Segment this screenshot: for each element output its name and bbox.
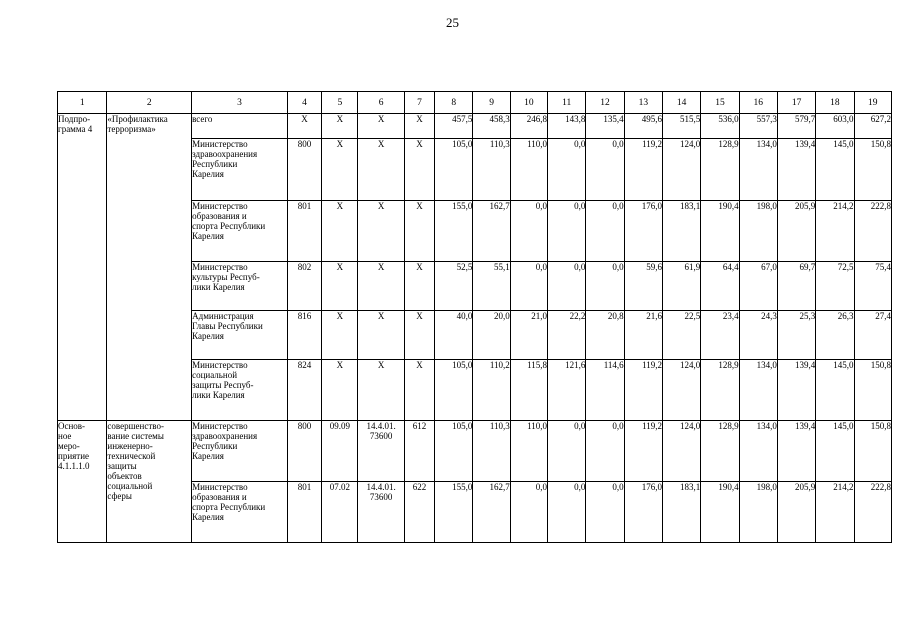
amount-cell: 69,7 [777, 262, 815, 311]
amount-cell: 183,1 [662, 201, 700, 262]
amount-cell: 128,9 [701, 421, 739, 482]
executor-cell: Министерство здравоохранения Республики Карелия [192, 421, 288, 482]
expense-type-cell: X [404, 360, 434, 421]
column-number-header: 1 [58, 92, 107, 114]
amount-cell: 22,2 [548, 311, 586, 360]
target-article-cell: X [358, 114, 404, 139]
amount-cell: 515,5 [662, 114, 700, 139]
amount-cell: 0,0 [548, 201, 586, 262]
section-code-cell: X [322, 201, 358, 262]
section-code-cell: X [322, 114, 358, 139]
amount-cell: 627,2 [854, 114, 891, 139]
column-number-header: 12 [586, 92, 624, 114]
amount-cell: 155,0 [435, 482, 473, 543]
target-article-cell: X [358, 360, 404, 421]
amount-cell: 134,0 [739, 360, 777, 421]
expense-type-cell: X [404, 139, 434, 201]
page-number: 25 [446, 15, 459, 30]
amount-cell: 139,4 [777, 139, 815, 201]
column-number-header: 18 [816, 92, 854, 114]
executor-cell: Министерство социальной защиты Респуб- лики Карелия [192, 360, 288, 421]
column-number-header: 17 [777, 92, 815, 114]
amount-cell: 0,0 [548, 139, 586, 201]
amount-cell: 67,0 [739, 262, 777, 311]
amount-cell: 557,3 [739, 114, 777, 139]
amount-cell: 20,8 [586, 311, 624, 360]
amount-cell: 176,0 [624, 482, 662, 543]
program-title-cell: «Профилактика терроризма» [107, 114, 192, 421]
expense-type-cell: X [404, 114, 434, 139]
amount-cell: 26,3 [816, 311, 854, 360]
column-number-header: 9 [473, 92, 510, 114]
grbs-code-cell: 800 [287, 421, 321, 482]
amount-cell: 205,9 [777, 482, 815, 543]
amount-cell: 198,0 [739, 482, 777, 543]
amount-cell: 0,0 [586, 421, 624, 482]
amount-cell: 183,1 [662, 482, 700, 543]
amount-cell: 105,0 [435, 360, 473, 421]
amount-cell: 457,5 [435, 114, 473, 139]
amount-cell: 24,3 [739, 311, 777, 360]
amount-cell: 124,0 [662, 360, 700, 421]
amount-cell: 22,5 [662, 311, 700, 360]
column-number-header: 14 [662, 92, 700, 114]
amount-cell: 190,4 [701, 201, 739, 262]
amount-cell: 110,0 [510, 421, 547, 482]
amount-cell: 143,8 [548, 114, 586, 139]
amount-cell: 579,7 [777, 114, 815, 139]
amount-cell: 0,0 [510, 262, 547, 311]
column-number-header: 4 [287, 92, 321, 114]
amount-cell: 72,5 [816, 262, 854, 311]
amount-cell: 20,0 [473, 311, 510, 360]
amount-cell: 0,0 [548, 421, 586, 482]
amount-cell: 0,0 [510, 482, 547, 543]
amount-cell: 0,0 [586, 139, 624, 201]
program-name-cell: Подпро- грамма 4 [58, 114, 107, 421]
amount-cell: 21,6 [624, 311, 662, 360]
executor-cell: Администрация Главы Республики Карелия [192, 311, 288, 360]
column-number-header: 10 [510, 92, 547, 114]
expense-type-cell: X [404, 262, 434, 311]
amount-cell: 495,6 [624, 114, 662, 139]
column-number-header: 8 [435, 92, 473, 114]
column-number-header: 19 [854, 92, 891, 114]
amount-cell: 52,5 [435, 262, 473, 311]
amount-cell: 0,0 [586, 262, 624, 311]
amount-cell: 205,9 [777, 201, 815, 262]
amount-cell: 110,0 [510, 139, 547, 201]
amount-cell: 603,0 [816, 114, 854, 139]
section-code-cell: X [322, 360, 358, 421]
expense-type-cell: 612 [404, 421, 434, 482]
amount-cell: 145,0 [816, 139, 854, 201]
amount-cell: 162,7 [473, 201, 510, 262]
target-article-cell: X [358, 201, 404, 262]
grbs-code-cell: 802 [287, 262, 321, 311]
amount-cell: 110,3 [473, 421, 510, 482]
amount-cell: 55,1 [473, 262, 510, 311]
amount-cell: 0,0 [548, 262, 586, 311]
amount-cell: 25,3 [777, 311, 815, 360]
column-number-header: 11 [548, 92, 586, 114]
amount-cell: 105,0 [435, 421, 473, 482]
table-row [58, 114, 892, 139]
amount-cell: 150,8 [854, 360, 891, 421]
amount-cell: 246,8 [510, 114, 547, 139]
amount-cell: 75,4 [854, 262, 891, 311]
budget-table [57, 91, 892, 543]
amount-cell: 40,0 [435, 311, 473, 360]
amount-cell: 222,8 [854, 201, 891, 262]
amount-cell: 128,9 [701, 360, 739, 421]
amount-cell: 536,0 [701, 114, 739, 139]
amount-cell: 155,0 [435, 201, 473, 262]
amount-cell: 105,0 [435, 139, 473, 201]
amount-cell: 145,0 [816, 360, 854, 421]
grbs-code-cell: 800 [287, 139, 321, 201]
amount-cell: 119,2 [624, 139, 662, 201]
column-number-row [58, 92, 892, 114]
amount-cell: 110,3 [473, 139, 510, 201]
column-number-header: 16 [739, 92, 777, 114]
expense-type-cell: 622 [404, 482, 434, 543]
grbs-code-cell: 816 [287, 311, 321, 360]
amount-cell: 214,2 [816, 482, 854, 543]
amount-cell: 162,7 [473, 482, 510, 543]
executor-cell: всего [192, 114, 288, 139]
amount-cell: 114,6 [586, 360, 624, 421]
amount-cell: 61,9 [662, 262, 700, 311]
program-name-cell: Основ- ное меро- приятие 4.1.1.1.0 [58, 421, 107, 543]
section-code-cell: 09.09 [322, 421, 358, 482]
column-number-header: 3 [192, 92, 288, 114]
section-code-cell: X [322, 311, 358, 360]
amount-cell: 139,4 [777, 360, 815, 421]
column-number-header: 15 [701, 92, 739, 114]
amount-cell: 214,2 [816, 201, 854, 262]
amount-cell: 222,8 [854, 482, 891, 543]
column-number-header: 2 [107, 92, 192, 114]
amount-cell: 121,6 [548, 360, 586, 421]
amount-cell: 0,0 [548, 482, 586, 543]
amount-cell: 190,4 [701, 482, 739, 543]
grbs-code-cell: 824 [287, 360, 321, 421]
amount-cell: 110,2 [473, 360, 510, 421]
expense-type-cell: X [404, 311, 434, 360]
column-number-header: 6 [358, 92, 404, 114]
amount-cell: 0,0 [586, 201, 624, 262]
amount-cell: 124,0 [662, 139, 700, 201]
amount-cell: 134,0 [739, 139, 777, 201]
column-number-header: 13 [624, 92, 662, 114]
executor-cell: Министерство образования и спорта Республики Карелия [192, 482, 288, 543]
grbs-code-cell: 801 [287, 482, 321, 543]
amount-cell: 150,8 [854, 139, 891, 201]
expense-type-cell: X [404, 201, 434, 262]
amount-cell: 0,0 [586, 482, 624, 543]
amount-cell: 0,0 [510, 201, 547, 262]
amount-cell: 119,2 [624, 360, 662, 421]
amount-cell: 458,3 [473, 114, 510, 139]
target-article-cell: X [358, 311, 404, 360]
column-number-header: 7 [404, 92, 434, 114]
amount-cell: 27,4 [854, 311, 891, 360]
amount-cell: 145,0 [816, 421, 854, 482]
grbs-code-cell: 801 [287, 201, 321, 262]
table-row [58, 421, 892, 482]
amount-cell: 124,0 [662, 421, 700, 482]
amount-cell: 150,8 [854, 421, 891, 482]
amount-cell: 64,4 [701, 262, 739, 311]
column-number-header: 5 [322, 92, 358, 114]
amount-cell: 59,6 [624, 262, 662, 311]
section-code-cell: X [322, 139, 358, 201]
target-article-cell: X [358, 139, 404, 201]
executor-cell: Министерство образования и спорта Республики Карелия [192, 201, 288, 262]
target-article-cell: 14.4.01. 73600 [358, 482, 404, 543]
grbs-code-cell: X [287, 114, 321, 139]
amount-cell: 23,4 [701, 311, 739, 360]
amount-cell: 21,0 [510, 311, 547, 360]
section-code-cell: X [322, 262, 358, 311]
amount-cell: 134,0 [739, 421, 777, 482]
executor-cell: Министерство здравоохранения Республики Карелия [192, 139, 288, 201]
section-code-cell: 07.02 [322, 482, 358, 543]
amount-cell: 119,2 [624, 421, 662, 482]
target-article-cell: 14.4.01. 73600 [358, 421, 404, 482]
amount-cell: 176,0 [624, 201, 662, 262]
amount-cell: 115,8 [510, 360, 547, 421]
amount-cell: 198,0 [739, 201, 777, 262]
executor-cell: Министерство культуры Респуб- лики Карелия [192, 262, 288, 311]
amount-cell: 139,4 [777, 421, 815, 482]
target-article-cell: X [358, 262, 404, 311]
program-title-cell: совершенство- вание системы инженерно- технической защиты объектов социальной сферы [107, 421, 192, 543]
amount-cell: 135,4 [586, 114, 624, 139]
amount-cell: 128,9 [701, 139, 739, 201]
